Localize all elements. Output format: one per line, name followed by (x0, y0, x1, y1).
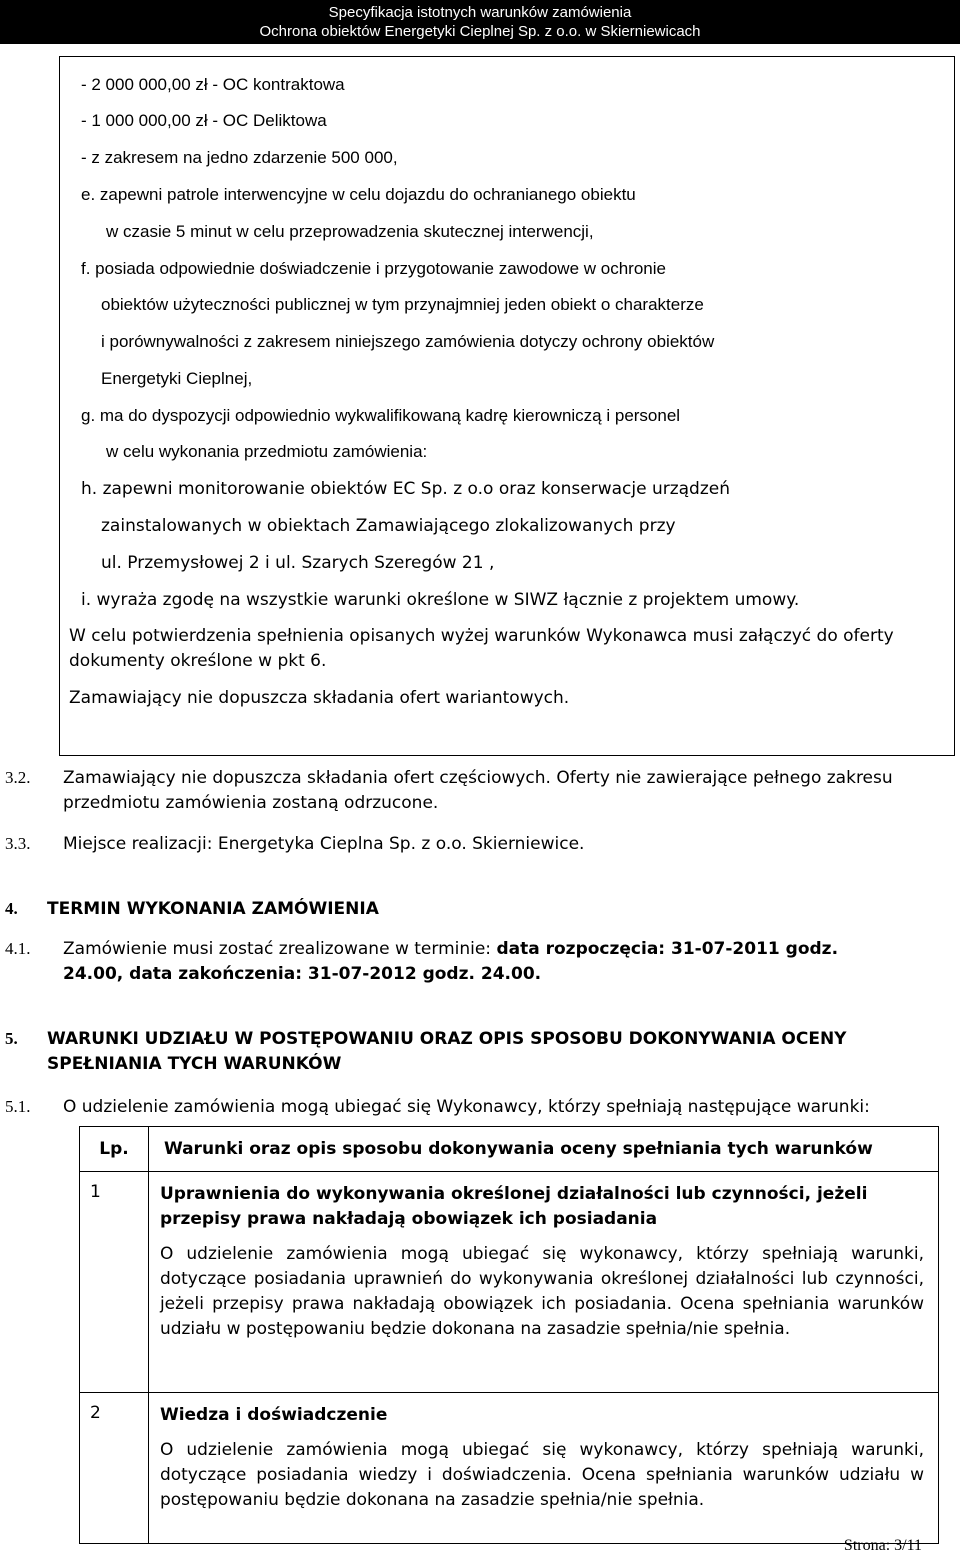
item-g-line1: g. ma do dyspozycji odpowiednio wykwalifikowaną kadrę kierowniczą i personel (81, 406, 681, 425)
item-i-line: i. wyraża zgodę na wszystkie warunki określone w SIWZ łącznie z projektem umowy. (81, 590, 800, 610)
section-3-3-text: Miejsce realizacji: Energetyka Cieplna Sp. z o.o. Skierniewice. (63, 834, 585, 854)
term-end: 24.00, data zakończenia: 31-07-2012 godz. 24.00. (63, 964, 542, 984)
term-start: data rozpoczęcia: 31-07-2011 godz. (496, 939, 839, 959)
variant-offers-note: Zamawiający nie dopuszcza składania ofert wariantowych. (69, 688, 570, 708)
table-row (80, 1393, 939, 1544)
header-subtitle: Ochrona obiektów Energetyki Cieplnej Sp. z o.o. w Skierniewicach (259, 23, 701, 40)
oc-scope-line: - z zakresem na jedno zdarzenie 500 000, (81, 148, 398, 167)
row-body: O udzielenie zamówienia mogą ubiegać się wykonawcy, którzy spełniają warunki, dotyczące posiadania wiedzy i doświadczenia. Ocena spełniania warunków udziału w postępowaniu będzie dokonana na zasadzie spełnia/nie spełnia. (159, 1440, 924, 1510)
table-header-row (80, 1127, 939, 1172)
column-header-lp: Lp. (80, 1127, 149, 1172)
row-heading: Wiedza i doświadczenie (159, 1405, 388, 1425)
section-5-number: 5. (5, 1029, 18, 1048)
item-g-line2: w celu wykonania przedmiotu zamówienia: (106, 442, 428, 461)
section-4-1-text (63, 938, 838, 960)
term-intro: Zamówienie musi zostać zrealizowane w terminie: (63, 939, 492, 959)
column-header-conditions: Warunki oraz opis sposobu dokonywania oceny spełniania tych warunków (148, 1127, 938, 1172)
item-e-line1: e. zapewni patrole interwencyjne w celu dojazdu do ochranianego obiektu (81, 185, 636, 204)
oc-tort-line: - 1 000 000,00 zł - OC Deliktowa (81, 111, 327, 130)
item-f-line3: i porównywalności z zakresem niniejszego zamówienia dotyczy ochrony obiektów (101, 332, 715, 351)
section-4-1-number: 4.1. (5, 939, 31, 958)
section-4-number: 4. (5, 899, 18, 918)
section-3-3-number: 3.3. (5, 834, 31, 853)
item-h-line2: zainstalowanych w obiektach Zamawiającego zlokalizowanych przy (101, 516, 676, 536)
conditions-table (79, 1126, 939, 1544)
row-lp: 2 (80, 1393, 149, 1544)
item-f-line2: obiektów użyteczności publicznej w tym przynajmniej jeden obiekt o charakterze (101, 295, 704, 314)
oc-contract-line: - 2 000 000,00 zł - OC kontraktowa (81, 75, 345, 94)
confirmation-line2: dokumenty określone w pkt 6. (69, 651, 327, 671)
item-e-line2: w czasie 5 minut w celu przeprowadzenia skutecznej interwencji, (106, 222, 594, 241)
section-3-2-number: 3.2. (5, 768, 31, 787)
page-header (0, 0, 960, 44)
confirmation-line1: W celu potwierdzenia spełnienia opisanych wyżej warunków Wykonawca musi załączyć do oferty (69, 626, 894, 646)
section-3-2-line2: przedmiotu zamówienia zostaną odrzucone. (63, 793, 439, 813)
header-title: Specyfikacja istotnych warunków zamówienia (328, 4, 632, 21)
row-lp: 1 (80, 1172, 149, 1393)
table-row (80, 1172, 939, 1393)
item-f-line4: Energetyki Cieplnej, (101, 369, 253, 388)
row-heading: Uprawnienia do wykonywania określonej działalności lub czynności, jeżeli przepisy prawa nakładają obowiązek ich posiadania (159, 1184, 868, 1229)
section-5-1-text: O udzielenie zamówienia mogą ubiegać się Wykonawcy, którzy spełniają następujące warunki: (63, 1097, 870, 1117)
row-content (148, 1172, 938, 1393)
section-5-1-number: 5.1. (5, 1097, 31, 1116)
page-number: Strona: 3/11 (843, 1537, 922, 1554)
section-3-2-line1: Zamawiający nie dopuszcza składania ofert częściowych. Oferty nie zawierające pełnego zakresu (63, 768, 893, 788)
item-f-line1: f. posiada odpowiednie doświadczenie i przygotowanie zawodowe w ochronie (81, 259, 666, 278)
section-5-title-line2: SPEŁNIANIA TYCH WARUNKÓW (47, 1054, 342, 1074)
item-h-line3: ul. Przemysłowej 2 i ul. Szarych Szeregów 21 , (101, 553, 495, 573)
section-4-title: TERMIN WYKONANIA ZAMÓWIENIA (47, 899, 379, 919)
section-5-title-line1: WARUNKI UDZIAŁU W POSTĘPOWANIU ORAZ OPIS SPOSOBU DOKONYWANIA OCENY (47, 1029, 847, 1049)
row-content (148, 1393, 938, 1544)
row-body: O udzielenie zamówienia mogą ubiegać się wykonawcy, którzy spełniają warunki, dotyczące posiadania uprawnień do wykonywania określonej działalności lub czynności, jeżeli przepisy prawa nakładają obowiązek ich posiadania. Ocena spełniania warunków udziału w postępowaniu będzie dokonana na zasadzie spełnia/nie spełnia. (159, 1244, 924, 1339)
item-h-line1: h. zapewni monitorowanie obiektów EC Sp. z o.o oraz konserwacje urządzeń (81, 479, 730, 499)
